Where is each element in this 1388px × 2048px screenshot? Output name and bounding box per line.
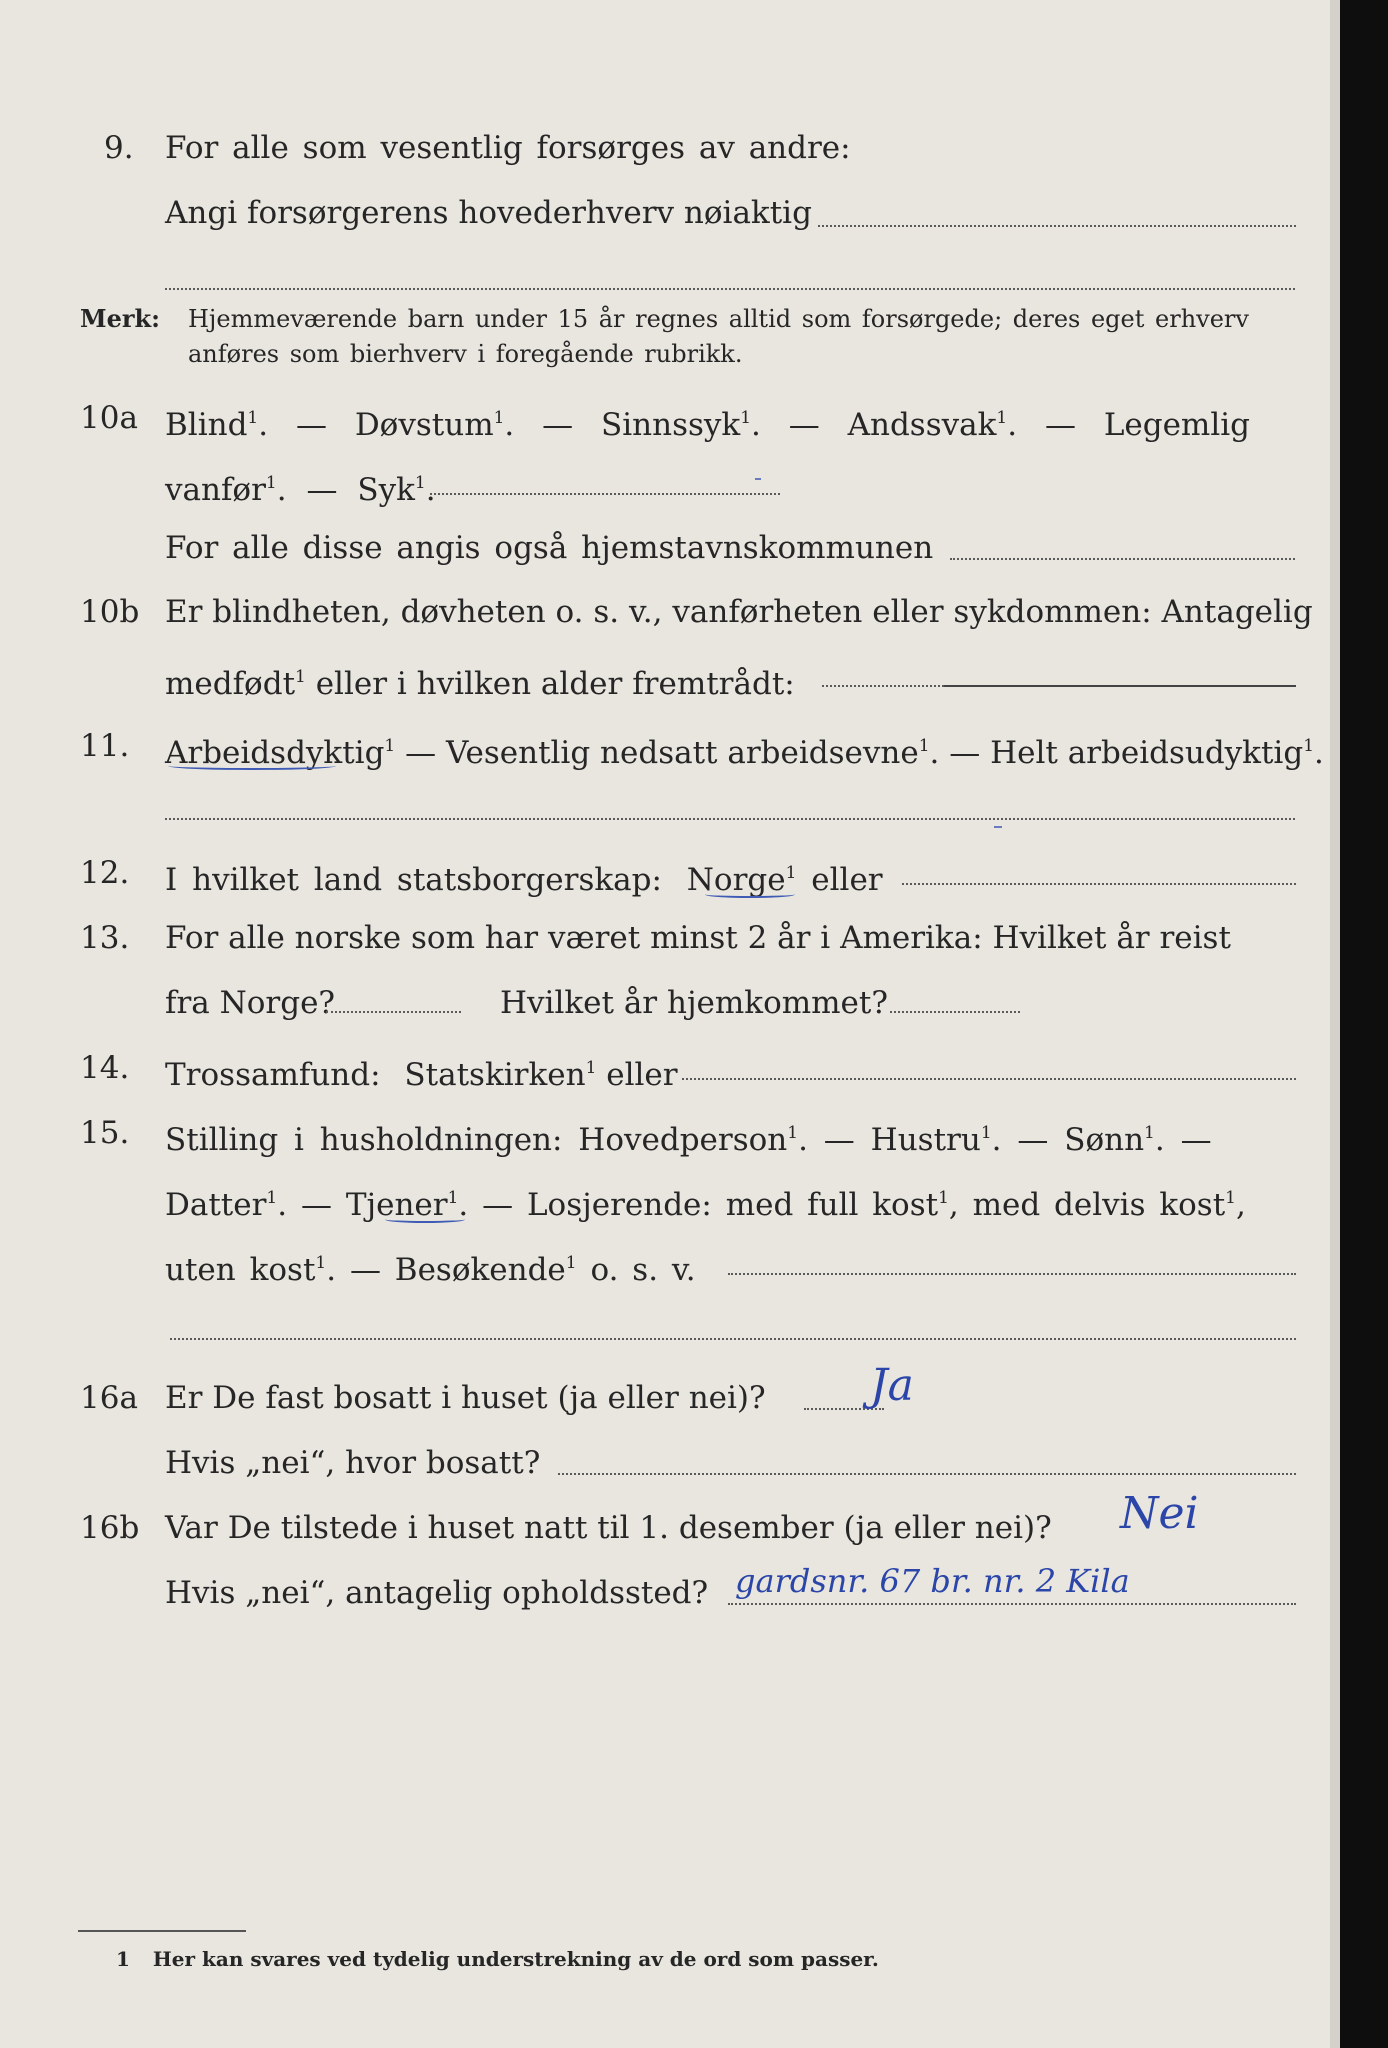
q11-answer-line [165, 818, 1295, 820]
q11-line: Arbeidsdyktig$^1$ — Vesentlig nedsatt arbeidsevne$^1$. — Helt arbeidsudyktig$^1$. [165, 735, 1324, 771]
q10a-kommune-line [950, 558, 1295, 560]
q9-answer-line-2 [165, 288, 1295, 290]
q10b-line1: Er blindheten, døvheten o. s. v., vanførheten eller sykdommen: Antagelig [165, 594, 1313, 630]
q10a-line3: For alle disse angis også hjemstavnskommunen [165, 530, 934, 566]
q16a-number: 16a [80, 1380, 138, 1416]
footnote-rule [78, 1930, 246, 1932]
q16a-handwritten-answer: Ja [870, 1360, 914, 1411]
q16b-number: 16b [80, 1510, 140, 1546]
opt-norge: Norge [686, 862, 786, 898]
q9-answer-line [818, 225, 1296, 227]
q10b-number: 10b [80, 594, 140, 630]
norge-underline [705, 891, 795, 898]
q10b-line2: medfødt$^1$ eller i hvilken alder fremtrådt: [165, 666, 795, 702]
opt-dovstum: Døvstum [354, 407, 494, 443]
opt-statskirken: Statskirken [404, 1057, 586, 1093]
opt-vanfor: vanfør [165, 472, 266, 508]
opt-andssvak: Andssvak [847, 407, 997, 443]
q10a-line1: Blind$^1$. — Døvstum$^1$. — Sinnssyk$^1$. — Andssvak$^1$. — Legemlig [165, 407, 1251, 443]
merk-line2: anføres som bierhverv i foregående rubrikk. [188, 340, 743, 368]
q13-line2b: Hvilket år hjemkommet? [500, 985, 888, 1021]
opt-arbeidsdyktig: Arbeidsdyktig [165, 735, 385, 771]
q13-hjemkommet-line [890, 1011, 1020, 1013]
q10b-answer-line [822, 685, 944, 687]
q10b-answer-rule [944, 685, 1296, 687]
q15-line2: Datter$^1$. — Tjener$^1$. — Losjerende: med full kost$^1$, med delvis kost$^1$, [165, 1187, 1246, 1223]
q16a-bosatt-line [558, 1473, 1296, 1475]
q15-line3: uten kost$^1$. — Besøkende$^1$ o. s. v. [165, 1252, 696, 1288]
page-edge-strip [1330, 0, 1340, 2048]
q11-number: 11. [80, 728, 130, 764]
q12-answer-line [902, 883, 1296, 885]
tjener-underline [385, 1216, 465, 1223]
pencil-mark [755, 478, 761, 480]
footnote: 1 Her kan svares ved tydelig understrekning av de ord som passer. [116, 1947, 879, 1971]
opt-legemlig: Legemlig [1103, 407, 1251, 443]
merk-line1: Hjemmeværende barn under 15 år regnes alltid som forsørgede; deres eget erhverv [188, 305, 1249, 333]
q10a-line2: vanfør$^1$. — Syk$^1$. [165, 472, 436, 508]
q16b-handwritten-answer: Nei [1120, 1488, 1199, 1539]
q14-line: Trossamfund: Statskirken$^1$ eller [165, 1057, 678, 1093]
opt-blind: Blind [165, 407, 248, 443]
q15-line1: Stilling i husholdningen: Hovedperson$^1$. — Hustru$^1$. — Sønn$^1$. — [165, 1122, 1212, 1158]
q13-number: 13. [80, 920, 130, 956]
opt-tjener: Tjener [345, 1187, 448, 1223]
scan-background-edge [1340, 0, 1388, 2048]
merk-label: Merk: [80, 304, 160, 333]
q13-reist-line [326, 1011, 461, 1013]
q16a-line2: Hvis „nei“, hvor bosatt? [165, 1445, 541, 1481]
q16b-line1: Var De tilstede i huset natt til 1. desember (ja eller nei)? [165, 1510, 1052, 1546]
q14-answer-line [682, 1078, 1296, 1080]
q10a-answer-line [430, 493, 780, 495]
q15-number: 15. [80, 1115, 130, 1151]
q9-line1: For alle som vesentlig forsørges av andre: [165, 130, 851, 166]
q9-line2: Angi forsørgerens hovederhverv nøiaktig [165, 195, 812, 231]
q15-answer-line [728, 1273, 1296, 1275]
q16b-handwritten-opholdssted: gardsnr. 67 br. nr. 2 Kila [735, 1562, 1130, 1600]
q9-number: 9. [104, 130, 134, 166]
q12-number: 12. [80, 855, 130, 891]
q13-line1: For alle norske som har været minst 2 år i Amerika: Hvilket år reist [165, 920, 1231, 956]
q16b-line2: Hvis „nei“, antagelig opholdssted? [165, 1575, 709, 1611]
q15-answer-line-2 [170, 1338, 1296, 1340]
q16a-line1: Er De fast bosatt i huset (ja eller nei)? [165, 1380, 766, 1416]
opt-syk: Syk [357, 472, 415, 508]
q12-line: I hvilket land statsborgerskap: Norge$^1$ eller [165, 862, 883, 898]
pencil-mark [994, 826, 1002, 828]
arbeidsdyktig-underline [168, 762, 336, 770]
q13-line2a: fra Norge? [165, 985, 336, 1021]
q10a-number: 10a [80, 400, 138, 436]
q14-number: 14. [80, 1050, 130, 1086]
opt-sinnssyk: Sinnssyk [601, 407, 741, 443]
q16b-opholdssted-line [728, 1603, 1296, 1605]
